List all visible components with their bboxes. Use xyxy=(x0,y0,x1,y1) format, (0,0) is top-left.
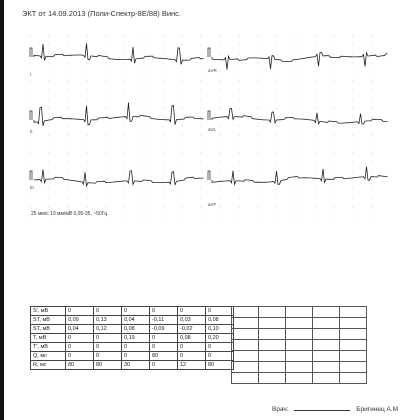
empty-grid-cell xyxy=(340,373,367,384)
measurement-value: -0,09 xyxy=(150,325,178,334)
measurement-value: 0 xyxy=(122,352,150,361)
empty-grid-cell xyxy=(286,307,313,318)
empty-grid-cell xyxy=(232,307,259,318)
calibration-text: 25 мм/с 10 мм/мВ 0,05-35, ~50Гц xyxy=(31,211,108,217)
ecg-strip-area xyxy=(22,30,394,226)
empty-grid-cell xyxy=(232,318,259,329)
measurement-value: 0 xyxy=(178,307,206,316)
ecg-trace-lead-2 xyxy=(34,103,204,126)
calibration-pulse xyxy=(208,48,210,57)
measurement-value: 0,08 xyxy=(122,325,150,334)
empty-measurement-grid xyxy=(231,306,367,384)
empty-grid-cell xyxy=(259,362,286,373)
measurement-value: 0,03 xyxy=(178,316,206,325)
doctor-label: Врач: xyxy=(272,406,289,413)
measurement-row xyxy=(31,334,234,343)
ecg-trace-lead-avf xyxy=(212,167,388,185)
measurement-value: 80 xyxy=(66,361,94,370)
empty-grid-cell xyxy=(313,307,340,318)
empty-grid-cell xyxy=(340,329,367,340)
measurement-value: 0 xyxy=(94,334,122,343)
measurement-value: 0,10 xyxy=(206,325,234,334)
empty-grid-cell xyxy=(232,362,259,373)
empty-grid-row xyxy=(232,351,367,362)
empty-grid-cell xyxy=(286,351,313,362)
calibration-pulse xyxy=(208,111,210,120)
measurement-value: 0 xyxy=(66,307,94,316)
measurement-value: 0,12 xyxy=(94,325,122,334)
lead-label-avf: aVF xyxy=(208,202,217,207)
empty-grid-cell xyxy=(259,329,286,340)
measurement-value: 0,04 xyxy=(122,316,150,325)
ecg-trace-lead-3 xyxy=(34,169,204,186)
calibration-pulse xyxy=(30,111,32,120)
measurement-value: 0 xyxy=(178,352,206,361)
empty-grid-cell xyxy=(286,329,313,340)
empty-grid-cell xyxy=(259,318,286,329)
measurement-label: S', мВ xyxy=(31,307,66,316)
empty-grid-cell xyxy=(259,351,286,362)
ecg-header-title: ЭКТ от 14.09.2013 (Поли-Спектр-8E/88) Винс. xyxy=(22,9,181,18)
measurement-value: 0,20 xyxy=(206,334,234,343)
measurement-label: Q, мс xyxy=(31,352,66,361)
empty-grid-cell xyxy=(259,307,286,318)
measurement-row xyxy=(31,325,234,334)
measurement-value: 0,04 xyxy=(66,325,94,334)
measurement-label: T', мВ xyxy=(31,343,66,352)
measurement-value: 0 xyxy=(178,343,206,352)
signature-line xyxy=(294,404,350,411)
measurement-value: 0 xyxy=(66,352,94,361)
empty-grid-cell xyxy=(340,340,367,351)
empty-grid-row xyxy=(232,362,367,373)
measurement-value: 0,08 xyxy=(206,316,234,325)
measurement-value: 0 xyxy=(94,343,122,352)
measurement-value: 0 xyxy=(206,307,234,316)
measurement-value: 0 xyxy=(150,361,178,370)
measurement-label: T, мВ xyxy=(31,334,66,343)
measurement-value: 0,08 xyxy=(178,334,206,343)
measurement-value: 0 xyxy=(150,307,178,316)
calibration-pulse xyxy=(30,48,32,57)
measurement-value: 30 xyxy=(122,361,150,370)
measurement-value: -0,02 xyxy=(178,325,206,334)
empty-grid-cell xyxy=(232,340,259,351)
measurement-value: 0,09 xyxy=(66,316,94,325)
calibration-pulse xyxy=(208,171,210,180)
empty-grid-row xyxy=(232,329,367,340)
empty-grid-row xyxy=(232,318,367,329)
measurement-row xyxy=(31,316,234,325)
measurement-value: -0,11 xyxy=(150,316,178,325)
measurement-value: 0 xyxy=(66,334,94,343)
measurement-value: 0 xyxy=(150,343,178,352)
empty-grid-cell xyxy=(313,340,340,351)
ecg-trace-lead-1 xyxy=(34,43,204,64)
measurement-value: 80 xyxy=(94,361,122,370)
measurement-value: 0 xyxy=(94,307,122,316)
measurement-value: 0,13 xyxy=(94,316,122,325)
empty-grid-row xyxy=(232,340,367,351)
empty-grid-cell xyxy=(340,307,367,318)
empty-grid-cell xyxy=(286,318,313,329)
measurement-value: 12 xyxy=(178,361,206,370)
measurement-value: 0 xyxy=(206,343,234,352)
measurement-label: R, мс xyxy=(31,361,66,370)
empty-grid-cell xyxy=(286,373,313,384)
measurement-value: 0 xyxy=(122,307,150,316)
measurement-value: 80 xyxy=(206,361,234,370)
empty-grid-cell xyxy=(259,373,286,384)
calibration-pulse xyxy=(30,171,32,180)
measurement-row xyxy=(31,352,234,361)
empty-grid-cell xyxy=(232,373,259,384)
measurement-value: 0 xyxy=(94,352,122,361)
empty-grid-cell xyxy=(340,351,367,362)
measurement-row xyxy=(31,307,234,316)
measurements-table xyxy=(30,306,234,370)
empty-grid-cell xyxy=(313,329,340,340)
lead-label-1: I xyxy=(30,72,32,77)
measurement-value: 0 xyxy=(206,352,234,361)
empty-grid-cell xyxy=(313,318,340,329)
measurement-value: 0,19 xyxy=(122,334,150,343)
ecg-trace-lead-avr xyxy=(212,52,388,69)
empty-grid-row xyxy=(232,373,367,384)
ecg-trace-lead-avl xyxy=(212,109,388,125)
measurement-row xyxy=(31,343,234,352)
measurement-value: 0 xyxy=(66,343,94,352)
lead-label-avl: aVL xyxy=(208,127,217,132)
empty-grid-cell xyxy=(313,362,340,373)
doctor-signature xyxy=(272,404,398,413)
measurement-value: 80 xyxy=(150,352,178,361)
scan-edge xyxy=(0,0,4,420)
empty-grid-cell xyxy=(313,351,340,362)
measurement-label: ST, мВ xyxy=(31,316,66,325)
measurement-label: ST, мВ xyxy=(31,325,66,334)
empty-grid-cell xyxy=(232,351,259,362)
lead-label-2: II xyxy=(30,129,33,134)
lead-label-avr: aVR xyxy=(208,68,217,73)
lead-label-3: III xyxy=(30,185,34,190)
measurement-value: 0 xyxy=(150,334,178,343)
measurement-row xyxy=(31,361,234,370)
empty-grid-cell xyxy=(259,340,286,351)
empty-grid-cell xyxy=(313,373,340,384)
measurement-value: 0 xyxy=(122,343,150,352)
empty-grid-cell xyxy=(232,329,259,340)
empty-grid-row xyxy=(232,307,367,318)
doctor-name: Бригинец А.М xyxy=(356,406,399,413)
empty-grid-cell xyxy=(286,362,313,373)
empty-grid-cell xyxy=(340,362,367,373)
empty-grid-cell xyxy=(340,318,367,329)
empty-grid-cell xyxy=(286,340,313,351)
